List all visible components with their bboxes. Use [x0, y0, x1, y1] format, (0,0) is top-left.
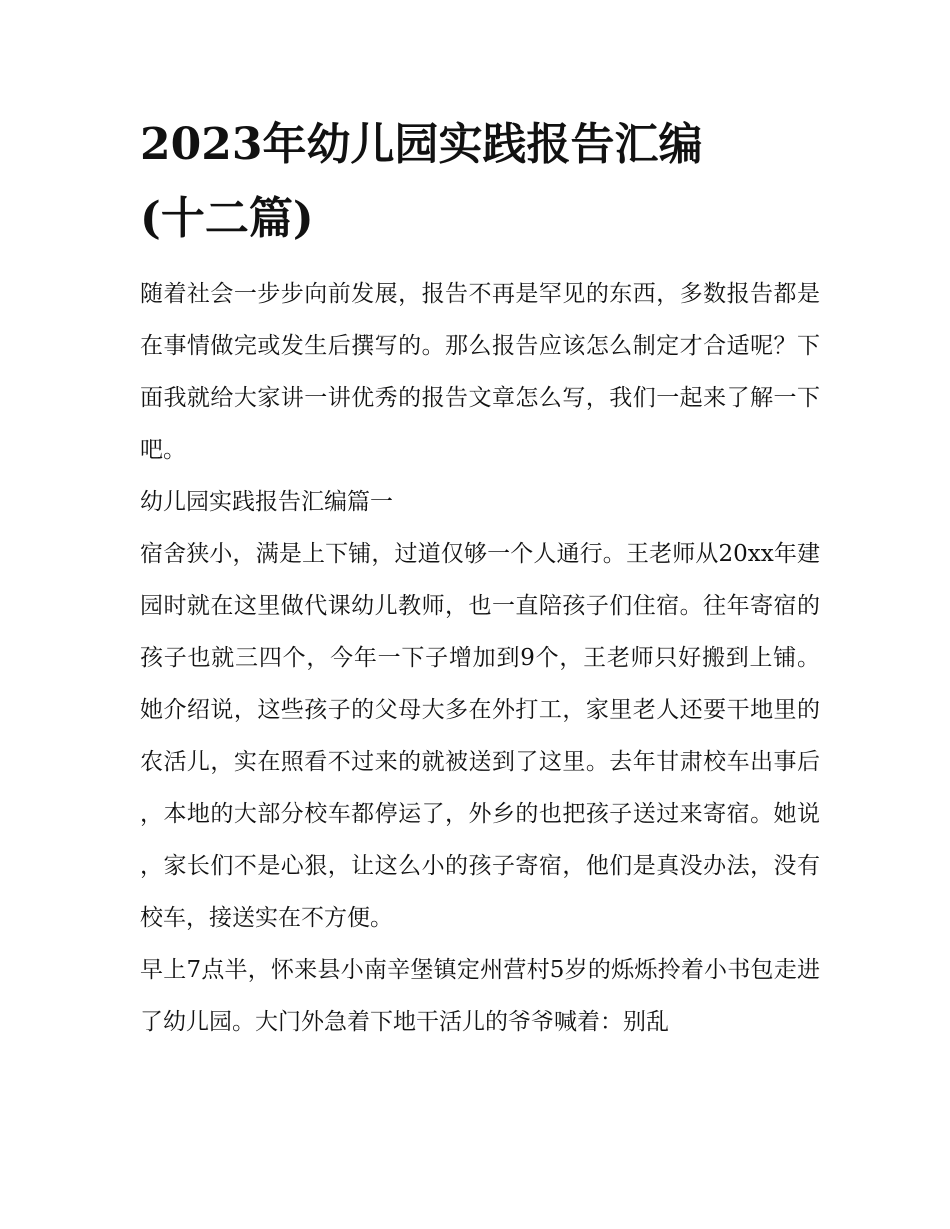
document-title	[140, 108, 820, 256]
body-paragraph: 宿舍狭小，满是上下铺，过道仅够一个人通行。王老师从20xx年建园时就在这里做代课幼儿教师，也一直陪孩子们住宿。往年寄宿的孩子也就三四个，今年一下子增加到9个，王老师只好搬到上铺。她介绍说，这些孩子的父母大多在外打工，家里老人还要干地里的农活儿，实在照看不过来的就被送到了这里。去年甘肃校车出事后，本地的大部分校车都停运了，外乡的也把孩子送过来寄宿。她说，家长们不是心狠，让这么小的孩子寄宿，他们是真没办法，没有校车，接送实在不方便。	[140, 541, 820, 931]
section-heading: 幼儿园实践报告汇编篇一	[140, 489, 393, 515]
title-line-1: 2023年幼儿园实践报告汇编	[140, 119, 703, 170]
document-content	[140, 108, 820, 1048]
intro-paragraph: 随着社会一步步向前发展，报告不再是罕见的东西，多数报告都是在事情做完或发生后撰写的。那么报告应该怎么制定才合适呢？下面我就给大家讲一讲优秀的报告文章怎么写，我们一起来了解一下吧。	[140, 281, 820, 463]
document-body	[140, 268, 820, 1048]
body-paragraph: 早上7点半，怀来县小南辛堡镇定州营村5岁的烁烁拎着小书包走进了幼儿园。大门外急着下地干活儿的爷爷喊着：别乱	[140, 957, 820, 1035]
title-line-2: (十二篇)	[140, 193, 314, 244]
